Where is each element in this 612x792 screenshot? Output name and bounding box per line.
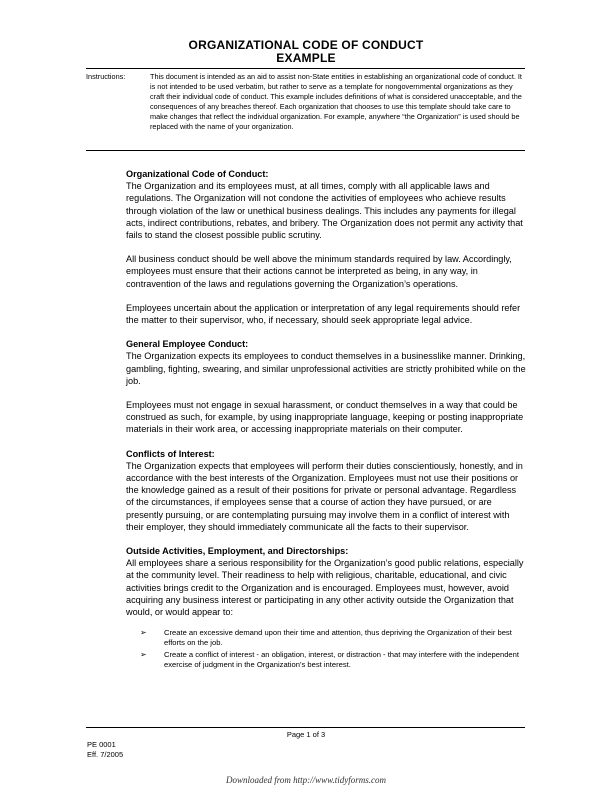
watermark-prefix: Downloaded from	[225, 775, 291, 785]
effective-date: Eff. 7/2005	[87, 750, 124, 759]
list-item	[126, 628, 526, 648]
arrow-bullet-icon: ➢	[140, 628, 147, 638]
footer-divider	[86, 727, 525, 728]
paragraph: The Organization expects its employees to conduct themselves in a businesslike manner. Drinking, gambling, fighting, swearing, and similar unprofessional activities are strictly prohibited while on the job.	[126, 351, 526, 386]
paragraph: Employees uncertain about the application or interpretation of any legal requirements should refer the matter to their supervisor, who, if necessary, should seek appropriate legal advice.	[126, 302, 521, 326]
section-outside-activities	[126, 545, 526, 670]
paragraph: Employees must not engage in sexual harassment, or conduct themselves in a way that could be construed as such, for example, by using inappropriate language, keeping or posting inappropriate materials in their work area, or accessing inappropriate materials on their computer.	[126, 400, 524, 435]
section-conflicts-of-interest	[126, 448, 526, 533]
paragraph: All business conduct should be well above the minimum standards required by law. Accordingly, employees must ensure that their actions cannot be interpreted as being, in any way, in contravention of the laws and regulations governing the Organization’s operations.	[126, 254, 512, 289]
divider-top	[86, 68, 525, 69]
instructions-text: This document is intended as an aid to assist non-State entities in establishing an organizational code of conduct. It is not intended to be used verbatim, but rather to serve as a template for nongovernmental organizations as they craft their individual code of conduct. This example includes definitions of what is considered unacceptable, and the consequences of any breaches thereof. Each organization that chooses to use this template should take care to make changes that reflect the individual organization. For example, anywhere “the Organization” is used should be replaced with the name of your organization.	[150, 72, 522, 132]
arrow-bullet-icon: ➢	[140, 650, 147, 660]
section-heading: Conflicts of Interest:	[126, 448, 215, 459]
section-heading: Outside Activities, Employment, and Directorships:	[126, 546, 349, 557]
page-number: Page 1 of 3	[286, 730, 326, 739]
policy-code: PE 0001	[87, 740, 116, 749]
section-heading: General Employee Conduct:	[126, 339, 249, 350]
download-watermark	[0, 775, 612, 785]
section-code-of-conduct	[126, 168, 526, 326]
instructions-label: Instructions:	[86, 72, 126, 81]
bullet-list	[126, 628, 526, 670]
bullet-text: Create a conflict of interest - an obligation, interest, or distraction - that may interfere with the independent exercise of judgment in the Organization’s best interest.	[164, 650, 519, 670]
bullet-text: Create an excessive demand upon their time and attention, thus depriving the Organization of their best efforts on the job.	[164, 628, 512, 648]
section-general-conduct	[126, 338, 526, 435]
divider-bottom	[86, 150, 525, 151]
section-heading: Organizational Code of Conduct:	[126, 169, 269, 179]
watermark-link[interactable]: http://www.tidyforms.com	[293, 775, 386, 785]
document-code	[87, 740, 123, 760]
paragraph: The Organization expects that employees will perform their duties conscientiously, honestly, and in accordance with the best interests of the Organization. Employees must not use their positions or the knowledge gained as a result of their positions for private or personal advantage. Regardless of the circumstances, if employees sense that a course of action they have pursued, or are presently pursuing, or are contemplating pursuing may involve them in a conflict of interest with their employer, they should immediately communicate all the facts to their supervisor.	[126, 460, 523, 532]
paragraph: All employees share a serious responsibility for the Organization’s good public relations, especially at the community level. Their readiness to help with religious, charitable, educational, and civic activities brings credit to the Organization and is encouraged. Employees must, however, avoid acquiring any business interest or participating in any other activity outside the Organization that would, or would appear to:	[126, 558, 524, 618]
document-body	[126, 168, 526, 672]
document-subtitle: EXAMPLE	[276, 51, 336, 65]
paragraph: The Organization and its employees must, at all times, comply with all applicable laws and regulations. The Organization will not condone the activities of employees who achieve results through violation of the law or unethical business dealings. This includes any payments for illegal acts, indirect contributions, rebates, and bribery. The Organization does not permit any activity that fails to stand the closest possible public scrutiny.	[126, 181, 523, 241]
document-title: ORGANIZATIONAL CODE OF CONDUCT	[188, 38, 424, 52]
list-item	[126, 650, 526, 670]
